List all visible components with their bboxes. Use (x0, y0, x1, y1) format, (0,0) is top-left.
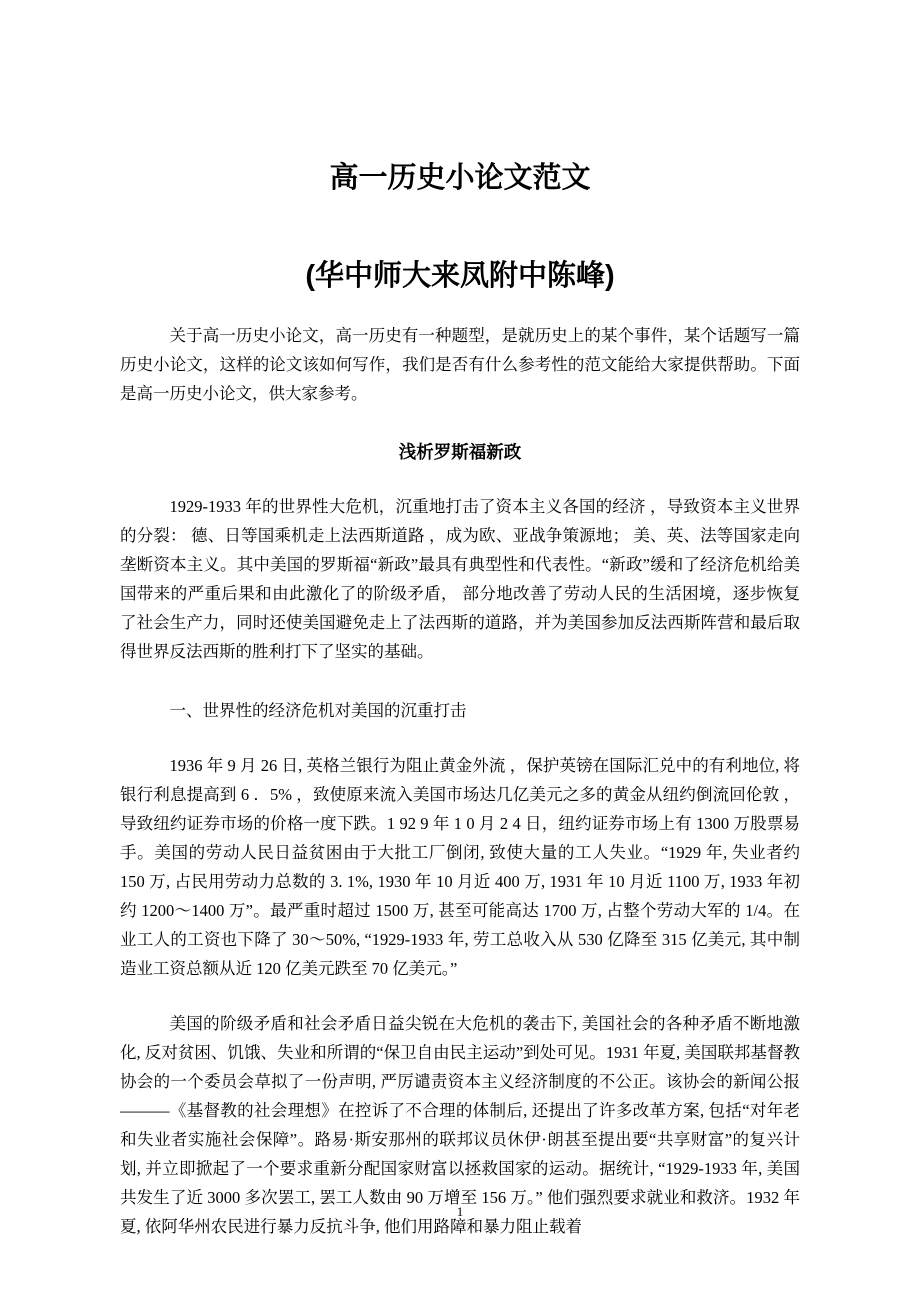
overview-paragraph: 1929-1933 年的世界性大危机，沉重地打击了资本主义各国的经济 ，导致资本主义世界的分裂： 德、日等国乘机走上法西斯道路 ，成为欧、亚战争策源地； 美、英、法等国家走向垄断资本主义。其中美国的罗斯福“新政”最具有典型性和代表性。“新政”缓和了经济危机给美国带来的严重后果和由此激化了的阶级矛盾， 部分地改善了劳动人民的生活困境，逐步恢复了社会生产力，同时还使美国避免走上了法西斯的道路，并为美国参加反法西斯阵营和最后取得世界反法西斯的胜利打下了坚实的基础。 (120, 496, 800, 661)
section-heading: 一、世界性的经济危机对美国的沉重打击 (169, 700, 467, 720)
contradictions-paragraph: 美国的阶级矛盾和社会矛盾日益尖锐在大危机的袭击下, 美国社会的各种矛盾不断地激化, 反对贫困、饥饿、失业和所谓的“保卫自由民主运动”到处可见。1931 年夏, 美国联邦基督教协会的一个委员会草拟了一份声明, 严厉谴责资本主义经济制度的不公正。该协会的新闻公报———《基督教的社会理想》在控诉了不合理的体制后, 还提出了许多改革方案, 包括“对年老和失业者实施社会保障”。路易·斯安那州的联邦议员休伊·朗甚至提出要“共享财富”的复兴计划, 并立即掀起了一个要求重新分配国家财富以拯救国家的运动。据统计, “1929-1933 年, 美国共发生了近 3000 多次罢工, 罢工人数由 90 万增至 156 万。” 他们强烈要求就业和救济。1932 年夏, 依阿华州农民进行暴力反抗斗争, 他们用路障和暴力阻止载着 (120, 1014, 800, 1237)
intro-paragraph: 关于高一历史小论文，高一历史有一种题型，是就历史上的某个事件，某个话题写一篇历史小论文，这样的论文该如何写作，我们是否有什么参考性的范文能给大家提供帮助。下面是高一历史小论文，供大家参考。 (120, 325, 800, 403)
page-number: 1 (456, 1204, 464, 1219)
essay-title: 浅析罗斯福新政 (398, 441, 522, 462)
document-title: 高一历史小论文范文 (329, 162, 591, 194)
crisis-paragraph: 1936 年 9 月 26 日, 英格兰银行为阻止黄金外流 ，保护英镑在国际汇兑中的有利地位, 将银行利息提高到 6 ．5% ，致使原来流入美国市场达几亿美元之多的黄金从纽约倒流回伦敦 ，导致纽约证券市场的价格一度下跌。1 92 9 年 1 0 月 2 4 日，纽约证券市场上有 1300 万股票易手。美国的劳动人民日益贫困由于大批工厂倒闭, 致使大量的工人失业。“1929 年, 失业者约 150 万, 占民用劳动力总数的 3. 1%, 1930 年 10 月近 400 万, 1931 年 10 月近 1100 万, 1933 年初约 1200～1400 万”。最严重时超过 1500 万, 甚至可能高达 1700 万, 占整个劳动大军的 1/4。在业工人的工资也下降了 30～50%, “1929-1933 年, 劳工总收入从 530 亿降至 315 亿美元, 其中制造业工资总额从近 120 亿美元跌至 70 亿美元。” (120, 755, 800, 979)
document-subtitle: (华中师大来凤附中陈峰) (305, 260, 615, 293)
